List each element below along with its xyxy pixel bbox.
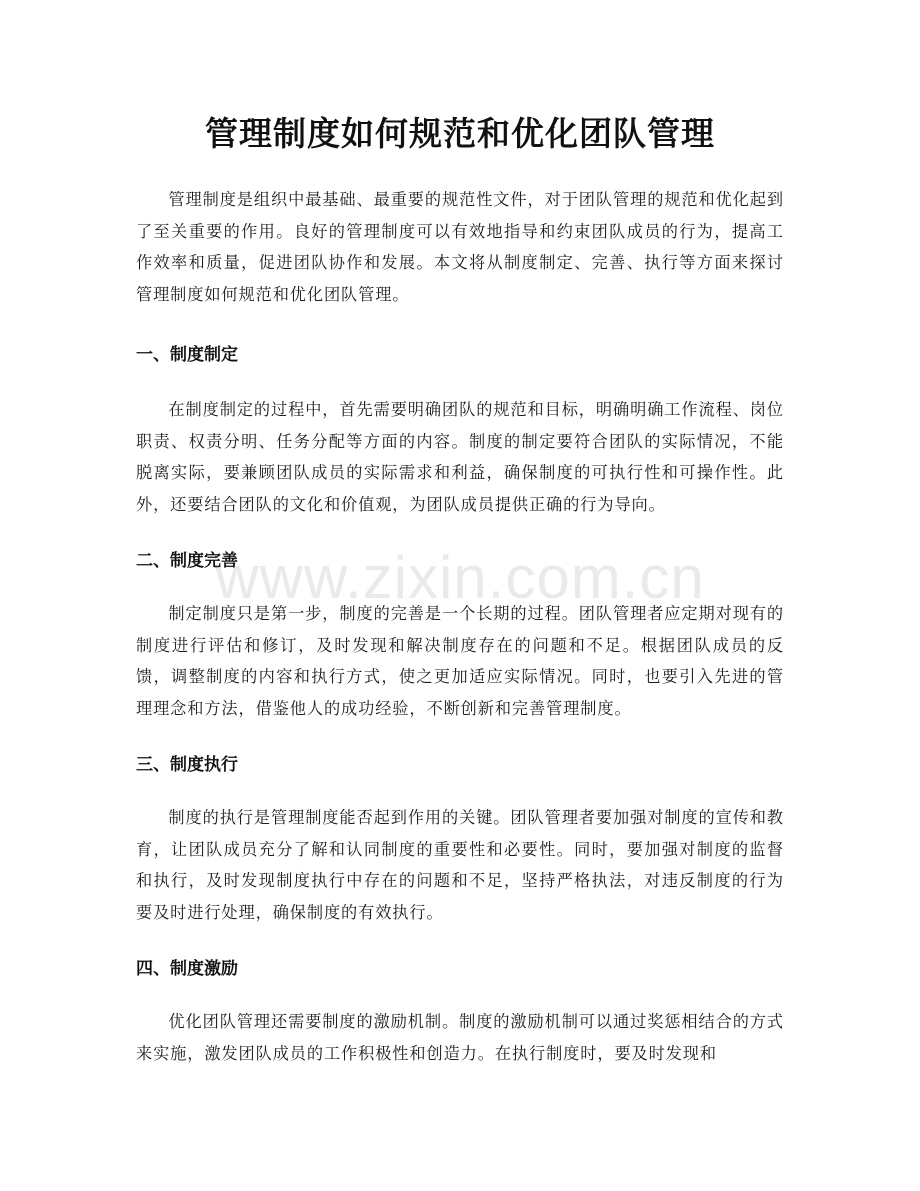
document-body <box>136 184 784 1069</box>
section-paragraph-2: 制定制度只是第一步，制度的完善是一个长期的过程。团队管理者应定期对现有的制度进行评估和修订，及时发现和解决制度存在的问题和不足。根据团队成员的反馈，调整制度的内容和执行方式，使之更加适应实际情况。同时，也要引入先进的管理理念和方法，借鉴他人的成功经验，不断创新和完善管理制度。 <box>136 604 784 718</box>
watermark: www.zixin.com.cn <box>215 544 705 611</box>
section-paragraph-4: 优化团队管理还需要制度的激励机制。制度的激励机制可以通过奖惩相结合的方式来实施，激发团队成员的工作积极性和创造力。在执行制度时，要及时发现和 <box>136 1012 784 1063</box>
intro-paragraph: 管理制度是组织中最基础、最重要的规范性文件，对于团队管理的规范和优化起到了至关重要的作用。良好的管理制度可以有效地指导和约束团队成员的行为，提高工作效率和质量，促进团队协作和发展。本文将从制度制定、完善、执行等方面来探讨管理制度如何规范和优化团队管理。 <box>136 190 784 304</box>
section-paragraph-3: 制度的执行是管理制度能否起到作用的关键。团队管理者要加强对制度的宣传和教育，让团队成员充分了解和认同制度的重要性和必要性。同时，要加强对制度的监督和执行，及时发现制度执行中存在的问题和不足，坚持严格执法，对违反制度的行为要及时进行处理，确保制度的有效执行。 <box>136 808 784 922</box>
document-title: 管理制度如何规范和优化团队管理 <box>205 114 715 153</box>
section-paragraph-1: 在制度制定的过程中，首先需要明确团队的规范和目标，明确明确工作流程、岗位职责、权责分明、任务分配等方面的内容。制度的制定要符合团队的实际情况，不能脱离实际，要兼顾团队成员的实际需求和利益，确保制度的可执行性和可操作性。此外，还要结合团队的文化和价值观，为团队成员提供正确的行为导向。 <box>136 400 784 514</box>
section-heading-3: 三、制度执行 <box>136 755 238 775</box>
section-heading-2: 二、制度完善 <box>136 551 238 571</box>
section-heading-4: 四、制度激励 <box>136 959 238 979</box>
section-heading-1: 一、制度制定 <box>136 345 238 365</box>
